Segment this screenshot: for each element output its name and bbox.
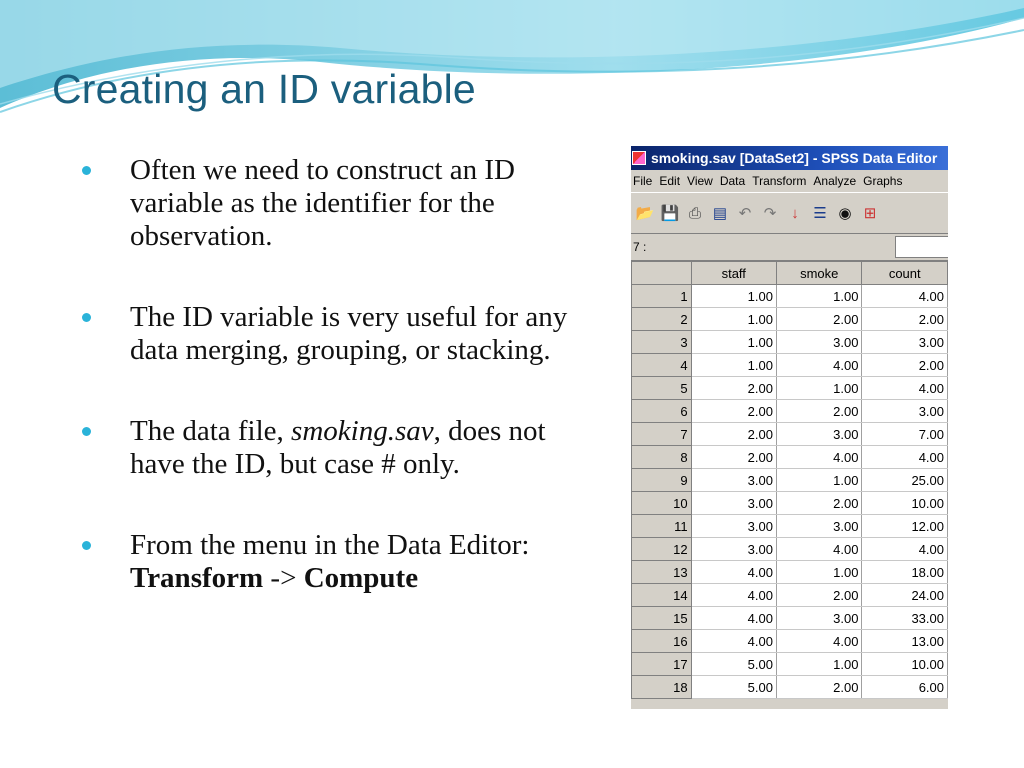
cell-staff[interactable]: 4.00 <box>691 607 776 630</box>
cell-staff[interactable]: 5.00 <box>691 653 776 676</box>
table-row <box>632 630 948 653</box>
cell-smoke[interactable]: 4.00 <box>776 354 862 377</box>
cell-count[interactable]: 2.00 <box>862 308 948 331</box>
cell-smoke[interactable]: 3.00 <box>776 331 862 354</box>
column-header-staff[interactable]: staff <box>691 262 776 285</box>
table-row <box>632 561 948 584</box>
cell-value-input[interactable] <box>895 236 948 258</box>
cell-count[interactable]: 4.00 <box>862 538 948 561</box>
table-row <box>632 653 948 676</box>
cell-staff[interactable]: 2.00 <box>691 423 776 446</box>
bullet-text-prefix: The data file, <box>130 415 292 447</box>
undo-icon[interactable]: ↶ <box>738 205 752 222</box>
row-number[interactable]: 3 <box>632 331 692 354</box>
goto-case-icon[interactable]: ↓ <box>791 204 799 222</box>
cell-staff[interactable]: 3.00 <box>691 492 776 515</box>
cell-count[interactable]: 3.00 <box>862 331 948 354</box>
row-number[interactable]: 18 <box>632 676 692 699</box>
cell-smoke[interactable]: 2.00 <box>776 584 862 607</box>
menu-bar <box>631 170 948 192</box>
table-row <box>632 492 948 515</box>
cell-staff[interactable]: 2.00 <box>691 377 776 400</box>
menu-analyze[interactable]: Analyze <box>813 174 857 188</box>
cell-staff[interactable]: 1.00 <box>691 308 776 331</box>
row-number[interactable]: 13 <box>632 561 692 584</box>
bullet-dot-icon <box>82 427 91 436</box>
table-row <box>632 354 948 377</box>
cell-staff[interactable]: 4.00 <box>691 584 776 607</box>
table-row <box>632 400 948 423</box>
cell-staff[interactable]: 2.00 <box>691 400 776 423</box>
menu-file[interactable]: File <box>633 174 653 188</box>
cell-staff[interactable]: 1.00 <box>691 354 776 377</box>
row-number[interactable]: 11 <box>632 515 692 538</box>
cell-staff[interactable]: 3.00 <box>691 538 776 561</box>
cell-smoke[interactable]: 4.00 <box>776 538 862 561</box>
row-number[interactable]: 12 <box>632 538 692 561</box>
cell-count[interactable]: 13.00 <box>862 630 948 653</box>
dialog-recall-icon[interactable]: ▤ <box>712 205 728 222</box>
menu-transform-text: Transform <box>130 562 264 594</box>
table-row <box>632 538 948 561</box>
table-row <box>632 607 948 630</box>
cell-smoke[interactable]: 1.00 <box>776 377 862 400</box>
table-row <box>632 515 948 538</box>
column-header-smoke[interactable]: smoke <box>776 262 862 285</box>
arrow-text: -> <box>263 562 304 594</box>
row-number[interactable]: 2 <box>632 308 692 331</box>
redo-icon[interactable]: ↷ <box>763 205 777 222</box>
bullet-text: Often we need to construct an ID variable as the identifier for the observation. <box>130 154 515 252</box>
row-number[interactable]: 16 <box>632 630 692 653</box>
cell-staff[interactable]: 3.00 <box>691 469 776 492</box>
window-titlebar[interactable] <box>631 146 948 170</box>
window-title: smoking.sav [DataSet2] - SPSS Data Editor <box>651 150 938 166</box>
cell-smoke[interactable]: 1.00 <box>776 285 862 308</box>
table-row <box>632 676 948 699</box>
cell-count[interactable]: 4.00 <box>862 285 948 308</box>
bullet-item <box>78 301 598 367</box>
row-number[interactable]: 8 <box>632 446 692 469</box>
data-grid <box>631 261 948 699</box>
cell-count[interactable]: 3.00 <box>862 400 948 423</box>
cell-count[interactable]: 33.00 <box>862 607 948 630</box>
column-header-count[interactable]: count <box>862 262 948 285</box>
cell-reference: 7 : <box>633 237 895 257</box>
cell-smoke[interactable]: 3.00 <box>776 607 862 630</box>
cell-smoke[interactable]: 3.00 <box>776 423 862 446</box>
filename-text: smoking.sav <box>291 415 434 447</box>
cell-count[interactable]: 4.00 <box>862 446 948 469</box>
bullet-text-prefix: From the menu in the Data Editor: <box>130 529 530 561</box>
cell-count[interactable]: 10.00 <box>862 492 948 515</box>
cell-count[interactable]: 2.00 <box>862 354 948 377</box>
spss-app-icon <box>632 151 646 165</box>
insert-cases-icon[interactable]: ⊞ <box>863 205 877 222</box>
menu-graphs[interactable]: Graphs <box>863 174 903 188</box>
cell-staff[interactable]: 4.00 <box>691 561 776 584</box>
table-row <box>632 331 948 354</box>
cell-smoke[interactable]: 1.00 <box>776 561 862 584</box>
row-number[interactable]: 15 <box>632 607 692 630</box>
table-row <box>632 308 948 331</box>
grid-corner[interactable] <box>632 262 692 285</box>
cell-count[interactable]: 4.00 <box>862 377 948 400</box>
cell-staff[interactable]: 2.00 <box>691 446 776 469</box>
variables-icon[interactable]: ☰ <box>813 205 827 222</box>
cell-staff[interactable]: 4.00 <box>691 630 776 653</box>
bullet-list <box>78 154 598 595</box>
bullet-text-suffix: , does not have the ID, but case # only. <box>130 415 546 480</box>
cell-smoke[interactable]: 2.00 <box>776 400 862 423</box>
cell-staff[interactable]: 3.00 <box>691 515 776 538</box>
table-row <box>632 584 948 607</box>
bullet-item <box>78 154 598 253</box>
table-row <box>632 423 948 446</box>
cell-count[interactable]: 25.00 <box>862 469 948 492</box>
cell-staff[interactable]: 1.00 <box>691 285 776 308</box>
cell-staff[interactable]: 5.00 <box>691 676 776 699</box>
bullet-item <box>78 529 598 595</box>
cell-staff[interactable]: 1.00 <box>691 331 776 354</box>
find-icon[interactable]: ◉ <box>838 205 852 222</box>
cell-count[interactable]: 7.00 <box>862 423 948 446</box>
print-icon[interactable]: ⎙ <box>688 204 701 222</box>
bullet-item <box>78 415 598 481</box>
row-number[interactable]: 9 <box>632 469 692 492</box>
cell-count[interactable]: 24.00 <box>862 584 948 607</box>
row-number[interactable]: 17 <box>632 653 692 676</box>
cell-smoke[interactable]: 1.00 <box>776 469 862 492</box>
row-number[interactable]: 1 <box>632 285 692 308</box>
save-icon[interactable]: 💾 <box>660 205 680 222</box>
cell-smoke[interactable]: 4.00 <box>776 630 862 653</box>
grid-body <box>632 285 948 699</box>
cell-editor-bar <box>631 234 948 261</box>
cell-count[interactable]: 6.00 <box>862 676 948 699</box>
cell-count[interactable]: 18.00 <box>862 561 948 584</box>
menu-transform[interactable]: Transform <box>752 174 807 188</box>
cell-smoke[interactable]: 2.00 <box>776 308 862 331</box>
spss-data-editor-window <box>631 146 948 709</box>
row-number[interactable]: 7 <box>632 423 692 446</box>
row-number[interactable]: 4 <box>632 354 692 377</box>
cell-smoke[interactable]: 1.00 <box>776 653 862 676</box>
table-row <box>632 469 948 492</box>
cell-smoke[interactable]: 3.00 <box>776 515 862 538</box>
cell-smoke[interactable]: 2.00 <box>776 492 862 515</box>
table-row <box>632 285 948 308</box>
table-row <box>632 446 948 469</box>
menu-data[interactable]: Data <box>719 174 746 188</box>
cell-smoke[interactable]: 2.00 <box>776 676 862 699</box>
menu-compute-text: Compute <box>303 562 419 594</box>
row-number[interactable]: 5 <box>632 377 692 400</box>
bullet-dot-icon <box>82 166 91 175</box>
menu-edit[interactable]: Edit <box>659 174 681 188</box>
row-number[interactable]: 14 <box>632 584 692 607</box>
cell-count[interactable]: 12.00 <box>862 515 948 538</box>
row-number[interactable]: 6 <box>632 400 692 423</box>
bullet-text: The ID variable is very useful for any data merging, grouping, or stacking. <box>130 301 568 366</box>
row-number[interactable]: 10 <box>632 492 692 515</box>
cell-count[interactable]: 10.00 <box>862 653 948 676</box>
slide-title: Creating an ID variable <box>52 66 476 112</box>
table-row <box>632 377 948 400</box>
open-folder-icon[interactable]: 📂 <box>635 205 655 222</box>
toolbar <box>631 192 948 234</box>
bullet-dot-icon <box>82 541 91 550</box>
menu-view[interactable]: View <box>687 174 713 188</box>
cell-smoke[interactable]: 4.00 <box>776 446 862 469</box>
bullet-dot-icon <box>82 313 91 322</box>
